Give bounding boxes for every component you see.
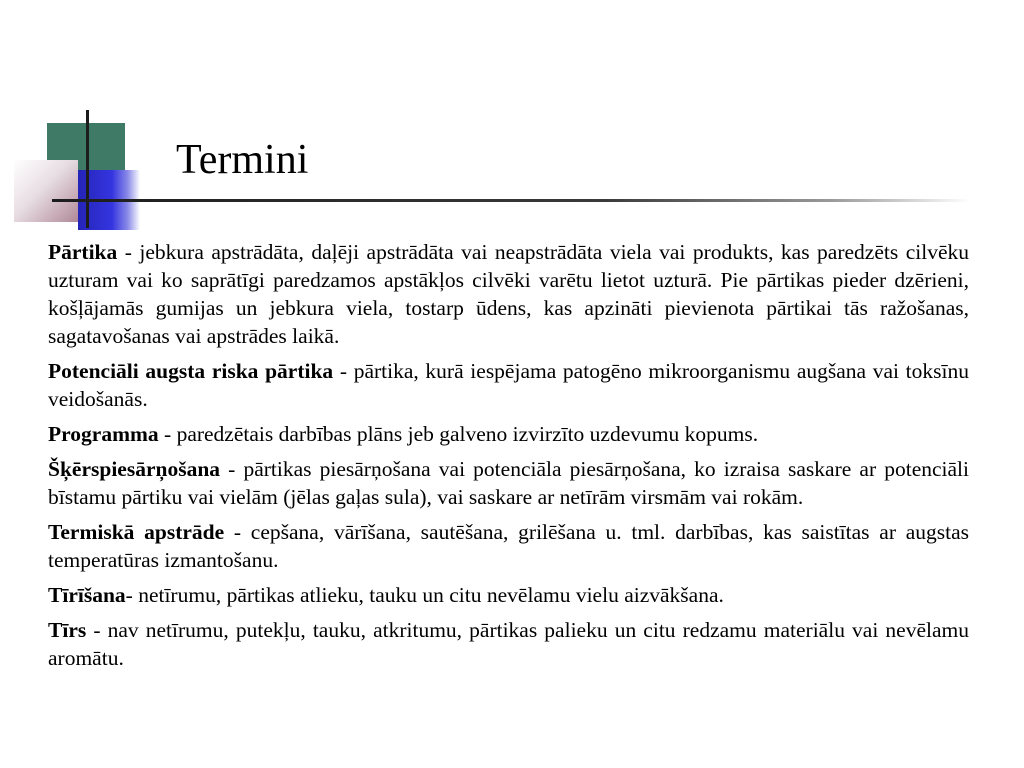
definition-paragraph xyxy=(48,616,969,672)
definition-paragraph xyxy=(48,420,969,448)
title-underline-rule xyxy=(52,199,970,202)
definition-term: Tīrīšana xyxy=(48,583,126,607)
definition-term: Pārtika xyxy=(48,240,118,264)
definition-term: Programma xyxy=(48,422,159,446)
definition-paragraph xyxy=(48,455,969,511)
decorative-vertical-line xyxy=(86,110,89,228)
slide-title: Termini xyxy=(176,137,309,183)
definition-text: - pārtika, kurā iespējama patogēno mikroorganismu augšana vai toksīnu veidošanās. xyxy=(48,359,969,411)
definition-paragraph xyxy=(48,238,969,350)
definition-text: - cepšana, vārīšana, sautēšana, grilēšana u. tml. darbības, kas saistītas ar augstas temperatūras izmantošanu. xyxy=(48,520,970,572)
definition-text: - netīrumu, pārtikas atlieku, tauku un citu nevēlamu vielu aizvākšana. xyxy=(125,583,724,607)
decorative-gradient-square xyxy=(14,160,78,222)
definition-text: - paredzētais darbības plāns jeb galveno izvirzīto uzdevumu kopums. xyxy=(158,422,759,446)
definitions-list xyxy=(48,238,969,679)
definition-term: Šķērspiesārņošana xyxy=(48,457,221,481)
definition-term: Termiskā apstrāde xyxy=(48,520,225,544)
definition-paragraph xyxy=(48,518,969,574)
definition-text: - jebkura apstrādāta, daļēji apstrādāta vai neapstrādāta viela vai produkts, kas paredzēts cilvēku uzturam vai ko saprātīgi paredzamos apstākļos cilvēki varētu lietot uzturā. Pie pārtikas pieder dzērieni, košļājamās gumijas un jebkura viela, tostarp ūdens, kas apzināti pievienota pārtikai tās ražošanas, sagatavošanas vai apstrādes laikā. xyxy=(48,240,969,348)
definition-text: - pārtikas piesārņošana vai potenciāla piesārņošana, ko izraisa saskare ar potenciāli bīstamu pārtiku vai vielām (jēlas gaļas sula), vai saskare ar netīrām virsmām vai rokām. xyxy=(48,457,969,509)
definition-paragraph xyxy=(48,357,969,413)
definition-term: Tīrs xyxy=(48,618,87,642)
definition-paragraph xyxy=(48,581,969,609)
definition-text: - nav netīrumu, putekļu, tauku, atkritumu, pārtikas palieku un citu redzamu materiālu vai nevēlamu aromātu. xyxy=(48,618,969,670)
definition-term: Potenciāli augsta riska pārtika xyxy=(48,359,334,383)
